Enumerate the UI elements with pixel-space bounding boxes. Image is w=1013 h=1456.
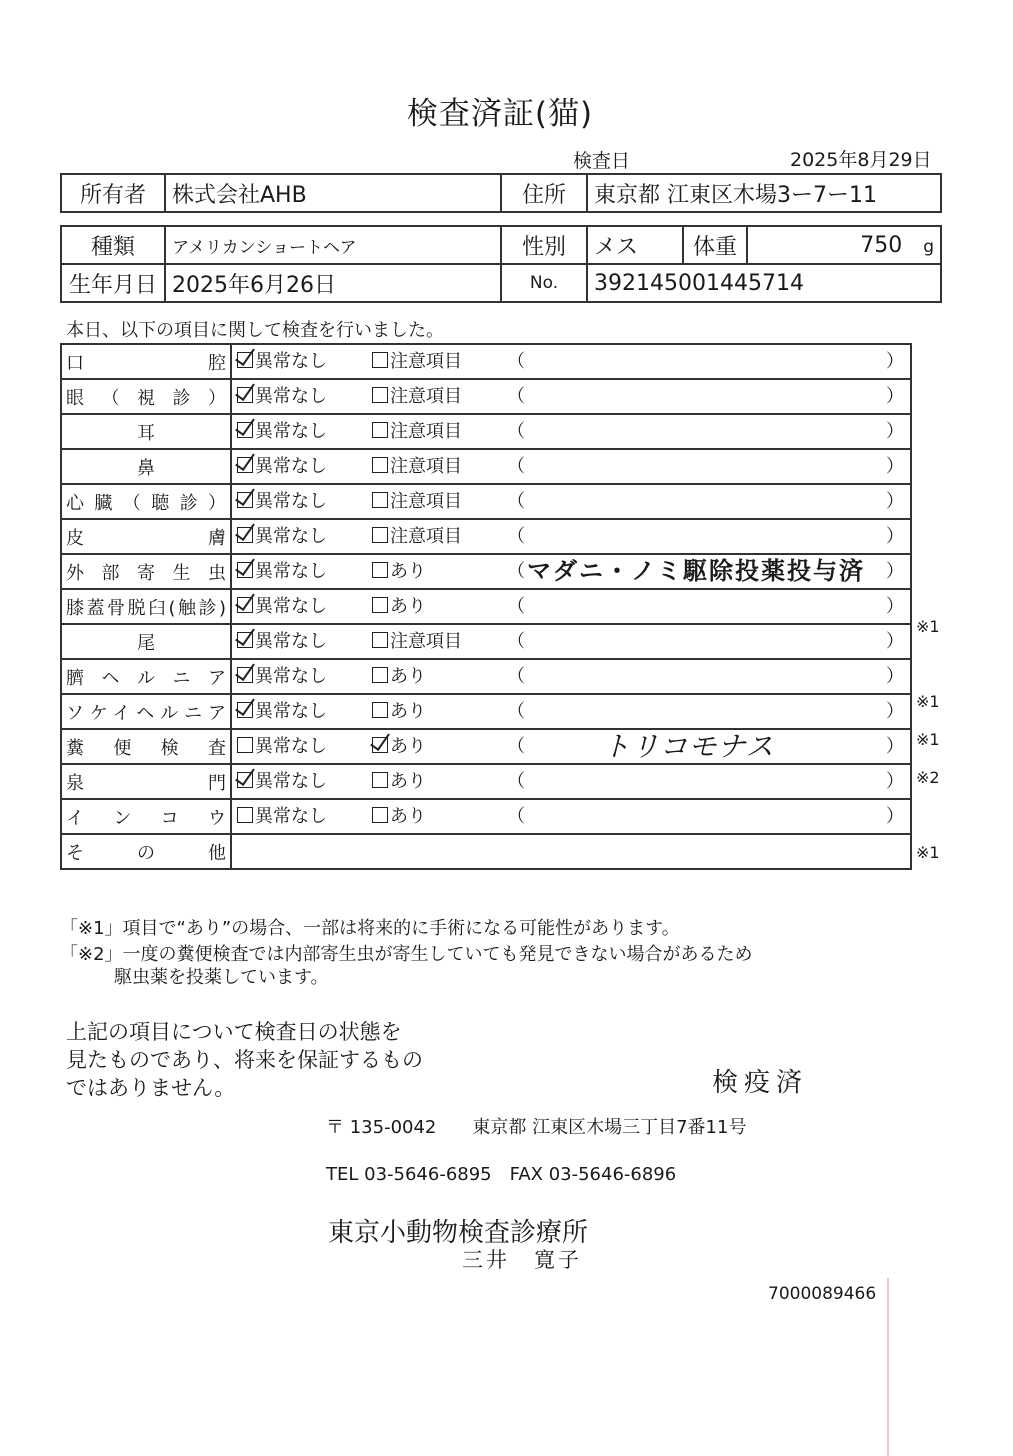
option-attention[interactable] [372, 765, 426, 798]
exam-result-cell [231, 764, 911, 799]
exam-item-text: 外部寄生虫 [66, 562, 226, 584]
option-label: あり [390, 736, 426, 757]
exam-item-text: 鼻 [137, 457, 155, 479]
exam-item-label [61, 729, 231, 764]
checkbox-icon[interactable] [372, 352, 388, 368]
exam-date-label: 検査日 [573, 150, 631, 172]
option-label: 異常なし [255, 456, 327, 477]
exam-item-label [61, 834, 231, 869]
weight-value: 750 [860, 232, 903, 258]
exam-row [61, 764, 911, 799]
checkbox-icon[interactable] [372, 527, 388, 543]
checkbox-icon[interactable] [237, 387, 253, 403]
paren-open: （ [507, 456, 525, 477]
exam-item-label [61, 344, 231, 379]
paren-close: ） [886, 596, 904, 617]
checkbox-icon[interactable] [237, 457, 253, 473]
option-label: 異常なし [255, 666, 327, 687]
exam-row [61, 484, 911, 519]
option-attention[interactable] [372, 555, 426, 588]
option-label: あり [390, 666, 426, 687]
exam-item-text: 尾 [137, 632, 155, 654]
option-normal[interactable] [237, 660, 327, 693]
checkbox-icon[interactable] [372, 457, 388, 473]
exam-item-label [61, 764, 231, 799]
option-label: 異常なし [255, 771, 327, 792]
exam-result-cell [231, 554, 911, 589]
paren-close: ） [886, 456, 904, 477]
clinic-address: 〒 135-0042 東京都 江東区木場三丁目7番11号 [326, 1117, 747, 1138]
clinic-name: 東京小動物検査診療所 [328, 1218, 589, 1248]
exam-item-text: 口 腔 [66, 352, 226, 374]
owner-table [60, 173, 942, 213]
owner-label: 所有者 [61, 174, 165, 212]
option-attention[interactable] [372, 590, 426, 623]
option-normal[interactable] [237, 450, 327, 483]
exam-result-cell [231, 589, 911, 624]
exam-row [61, 449, 911, 484]
option-normal[interactable] [237, 695, 327, 728]
checkbox-icon[interactable] [237, 352, 253, 368]
footnote-mark: ※1 [916, 616, 940, 636]
option-normal[interactable] [237, 380, 327, 413]
checkbox-icon[interactable] [237, 562, 253, 578]
paren-close: ） [886, 386, 904, 407]
exam-row [61, 589, 911, 624]
other-notes-cell[interactable] [231, 834, 911, 869]
margin-line [887, 1278, 889, 1456]
paren-open: （ [507, 631, 525, 652]
page-title: 検査済証(猫) [406, 96, 594, 132]
option-attention[interactable] [372, 415, 462, 448]
exam-item-label [61, 659, 231, 694]
checkbox-icon[interactable] [372, 632, 388, 648]
exam-result-cell [231, 414, 911, 449]
exam-item-label [61, 449, 231, 484]
exam-result-cell [231, 484, 911, 519]
paren-close: ） [886, 771, 904, 792]
exam-item-label [61, 484, 231, 519]
option-attention[interactable] [372, 520, 462, 553]
intro-text: 本日、以下の項目に関して検査を行いました。 [66, 320, 444, 341]
option-attention[interactable] [372, 625, 462, 658]
checkbox-icon[interactable] [237, 667, 253, 683]
checkbox-icon[interactable] [237, 597, 253, 613]
option-label: 注意項目 [390, 526, 462, 547]
exam-row [61, 379, 911, 414]
option-label: 異常なし [255, 351, 327, 372]
option-label: 異常なし [255, 386, 327, 407]
exam-date-value: 2025年8月29日 [790, 149, 932, 171]
checkbox-icon[interactable] [372, 562, 388, 578]
inspector-name: 三井 寛子 [462, 1248, 582, 1272]
paren-open: （ [507, 351, 525, 372]
pet-table [60, 225, 942, 303]
paren-open: （ [507, 386, 525, 407]
disclaimer-line: ではありません。 [66, 1076, 236, 1100]
paren-close: ） [886, 491, 904, 512]
exam-result-cell [231, 449, 911, 484]
option-label: 異常なし [255, 806, 327, 827]
exam-result-cell [231, 659, 911, 694]
option-label: 注意項目 [390, 386, 462, 407]
footnote-mark: ※1 [916, 692, 940, 712]
paren-close: ） [886, 421, 904, 442]
exam-row [61, 554, 911, 589]
exam-row [61, 519, 911, 554]
sex-value: メス [587, 226, 683, 264]
checkbox-icon[interactable] [372, 387, 388, 403]
sex-label: 性別 [501, 226, 587, 264]
option-label: 注意項目 [390, 456, 462, 477]
exam-row [61, 694, 911, 729]
option-label: 異常なし [255, 631, 327, 652]
exam-item-text: 皮 膚 [66, 527, 226, 549]
option-label: 異常なし [255, 596, 327, 617]
checkbox-icon[interactable] [372, 737, 388, 753]
exam-row [61, 659, 911, 694]
exam-item-label [61, 554, 231, 589]
address-label: 住所 [501, 174, 587, 212]
checkbox-icon[interactable] [237, 702, 253, 718]
exam-row [61, 344, 911, 379]
option-label: あり [390, 701, 426, 722]
option-label: あり [390, 771, 426, 792]
paren-open: （ [507, 526, 525, 547]
option-label: 異常なし [255, 421, 327, 442]
option-label: 注意項目 [390, 631, 462, 652]
paren-close: ） [886, 631, 904, 652]
owner-value: 株式会社AHB [165, 174, 501, 212]
paren-close: ） [886, 701, 904, 722]
checkbox-icon[interactable] [237, 632, 253, 648]
paren-open: （ [507, 561, 525, 582]
checkbox-icon[interactable] [237, 807, 253, 823]
option-label: あり [390, 596, 426, 617]
exam-row [61, 414, 911, 449]
exam-item-label [61, 414, 231, 449]
exam-item-text: 耳 [137, 422, 155, 444]
option-label: 異常なし [255, 526, 327, 547]
option-normal[interactable] [237, 345, 327, 378]
option-label: 注意項目 [390, 491, 462, 512]
footnote-2-cont: 駆虫薬を投薬しています。 [114, 967, 329, 988]
option-attention[interactable] [372, 660, 426, 693]
option-attention[interactable] [372, 800, 426, 833]
checkbox-icon[interactable] [237, 772, 253, 788]
option-attention[interactable] [372, 730, 426, 763]
exam-result-cell [231, 694, 911, 729]
paren-close: ） [886, 736, 904, 757]
paren-open: （ [507, 491, 525, 512]
option-label: 異常なし [255, 701, 327, 722]
weight-cell [747, 226, 941, 264]
exam-table [60, 343, 912, 870]
exam-item-label [61, 519, 231, 554]
birth-label: 生年月日 [61, 264, 165, 302]
disclaimer-line: 見たものであり、将来を保証するもの [66, 1048, 423, 1072]
option-label: 異常なし [255, 491, 327, 512]
no-label: No. [501, 264, 587, 302]
exam-item-text: 糞便検査 [66, 737, 226, 759]
exam-row [61, 799, 911, 834]
breed-value: アメリカンショートヘア [165, 226, 501, 264]
breed-label: 種類 [61, 226, 165, 264]
option-attention[interactable] [372, 485, 462, 518]
checkbox-icon[interactable] [372, 772, 388, 788]
footnote-2: 「※2」一度の糞便検査では内部寄生虫が寄生していても発見できない場合があるため [60, 944, 753, 965]
exam-item-text: その他 [66, 842, 226, 864]
paren-open: （ [507, 596, 525, 617]
option-label: あり [390, 561, 426, 582]
option-label: 注意項目 [390, 351, 462, 372]
paren-open: （ [507, 421, 525, 442]
checkbox-icon[interactable] [237, 527, 253, 543]
exam-item-label [61, 589, 231, 624]
checkbox-icon[interactable] [372, 422, 388, 438]
option-attention[interactable] [372, 380, 462, 413]
option-normal[interactable] [237, 485, 327, 518]
paren-close: ） [886, 351, 904, 372]
exam-item-text: インコウ [66, 807, 226, 829]
exam-item-label [61, 624, 231, 659]
option-normal[interactable] [237, 555, 327, 588]
paren-close: ） [886, 806, 904, 827]
exam-note: トリコモナス [602, 730, 775, 763]
option-normal[interactable] [237, 590, 327, 623]
option-label: 異常なし [255, 736, 327, 757]
paren-open: （ [507, 771, 525, 792]
exam-note: マダニ・ノミ駆除投薬投与済 [527, 557, 865, 585]
paren-open: （ [507, 701, 525, 722]
option-normal[interactable] [237, 415, 327, 448]
clinic-phone: TEL 03-5646-6895 FAX 03-5646-6896 [326, 1164, 677, 1185]
exam-item-text: 心臓（聴診） [66, 492, 226, 514]
exam-item-text: 膝蓋骨脱臼(触診) [66, 597, 226, 619]
option-attention[interactable] [372, 695, 426, 728]
exam-item-label [61, 694, 231, 729]
paren-close: ） [886, 666, 904, 687]
exam-result-cell [231, 729, 911, 764]
exam-item-text: 臍ヘルニア [66, 667, 226, 689]
paren-close: ） [886, 561, 904, 582]
checkbox-icon[interactable] [372, 702, 388, 718]
option-label: あり [390, 806, 426, 827]
quarantine-stamp: 検疫済 [712, 1068, 809, 1098]
exam-row-other [61, 834, 911, 869]
option-label: 異常なし [255, 561, 327, 582]
exam-result-cell [231, 624, 911, 659]
exam-item-label [61, 379, 231, 414]
footnote-mark: ※1 [916, 843, 940, 863]
exam-row [61, 624, 911, 659]
exam-item-label [61, 799, 231, 834]
checkbox-icon[interactable] [372, 597, 388, 613]
checkbox-icon[interactable] [237, 422, 253, 438]
checkbox-icon[interactable] [372, 807, 388, 823]
exam-row [61, 729, 911, 764]
no-value: 392145001445714 [587, 264, 941, 302]
exam-result-cell [231, 344, 911, 379]
option-normal[interactable] [237, 800, 327, 833]
disclaimer-line: 上記の項目について検査日の状態を [66, 1020, 402, 1044]
birth-value: 2025年6月26日 [165, 264, 501, 302]
disclaimer [66, 1018, 423, 1102]
weight-label: 体重 [683, 226, 747, 264]
option-normal[interactable] [237, 520, 327, 553]
exam-item-text: 眼（視診） [66, 387, 226, 409]
exam-item-text: 泉 門 [66, 772, 226, 794]
option-normal[interactable] [237, 730, 327, 763]
exam-result-cell [231, 379, 911, 414]
option-attention[interactable] [372, 345, 462, 378]
footnote-mark: ※2 [916, 767, 940, 787]
exam-result-cell [231, 519, 911, 554]
paren-close: ） [886, 526, 904, 547]
checkbox-icon[interactable] [237, 737, 253, 753]
exam-result-cell [231, 799, 911, 834]
paren-open: （ [507, 806, 525, 827]
weight-unit: g [923, 236, 934, 257]
option-attention[interactable] [372, 450, 462, 483]
paren-open: （ [507, 666, 525, 687]
footnote-mark: ※1 [916, 730, 940, 749]
checkbox-icon[interactable] [372, 667, 388, 683]
exam-item-text: ソケイヘルニア [66, 702, 226, 724]
option-label: 注意項目 [390, 421, 462, 442]
paren-open: （ [507, 736, 525, 757]
checkbox-icon[interactable] [372, 492, 388, 508]
option-normal[interactable] [237, 625, 327, 658]
address-value: 東京都 江東区木場3ー7ー11 [587, 174, 941, 212]
serial-number: 7000089466 [768, 1284, 877, 1304]
checkbox-icon[interactable] [237, 492, 253, 508]
option-normal[interactable] [237, 765, 327, 798]
footnote-1: 「※1」項目で“あり”の場合、一部は将来的に手術になる可能性があります。 [60, 918, 680, 939]
